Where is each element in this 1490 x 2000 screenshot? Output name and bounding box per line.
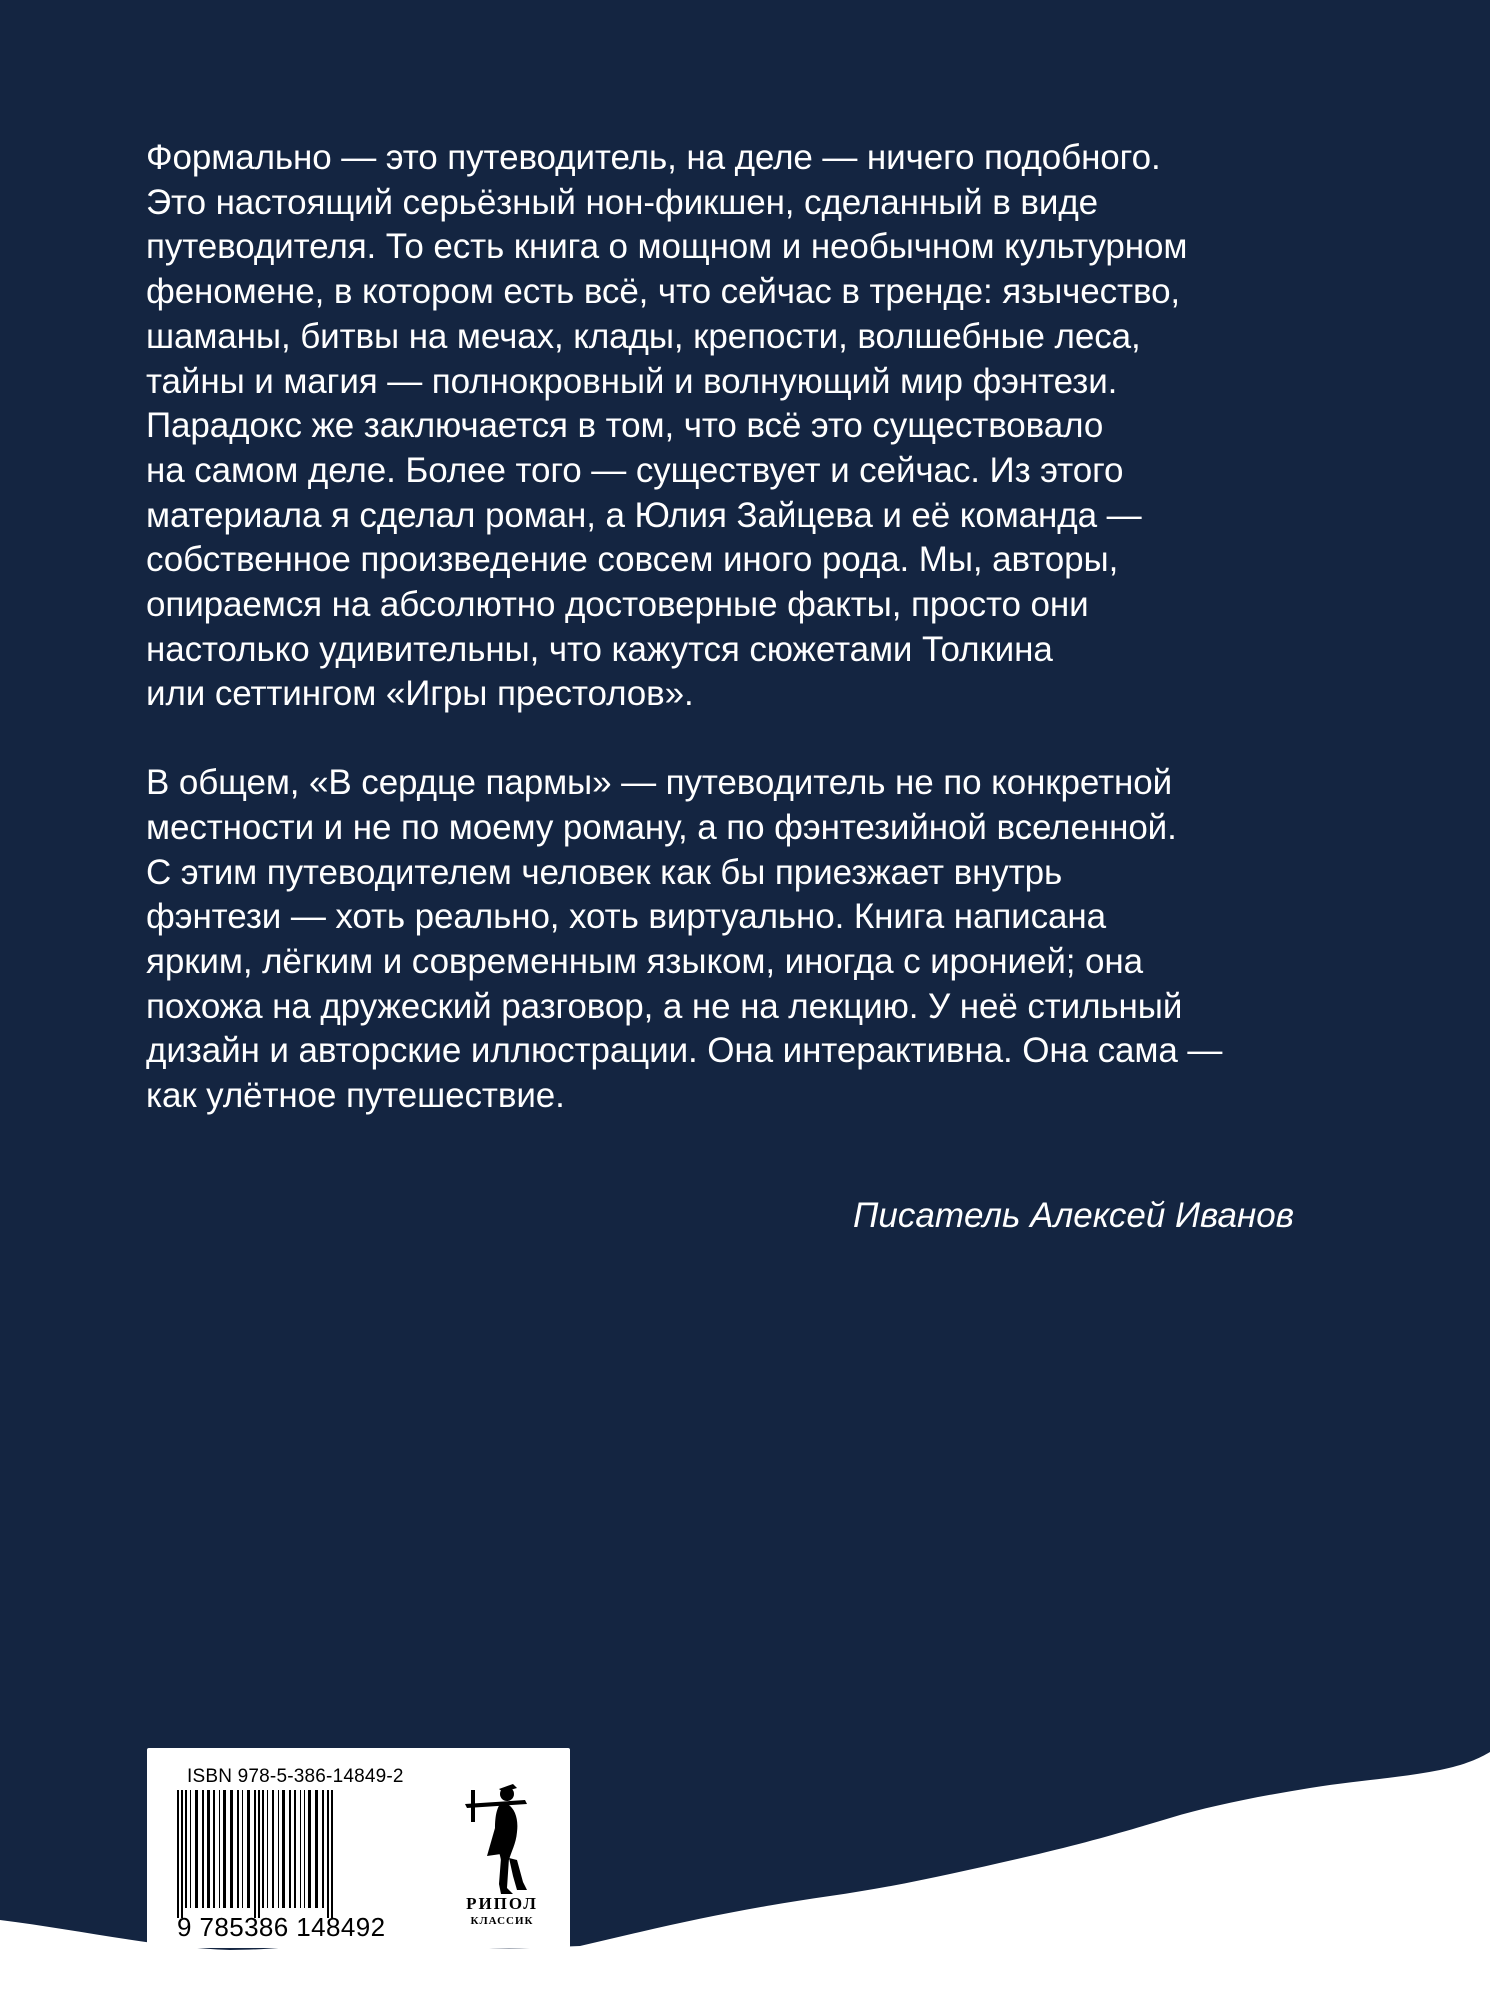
barcode-bar — [289, 1790, 291, 1908]
ean-digits: 9 785386 148492 — [177, 1912, 386, 1942]
barcode-bar — [190, 1790, 191, 1908]
barcode-bar — [294, 1790, 296, 1908]
barcode-label — [147, 1748, 570, 1948]
text-line: Формально — это путеводитель, на деле — ничего подобного. — [146, 138, 1161, 177]
author-signature: Писатель Алексей Иванов — [853, 1196, 1294, 1235]
barcode-bar — [237, 1790, 239, 1908]
barcode-bar — [262, 1790, 264, 1908]
barcode-bars — [171, 1790, 431, 1918]
text-line: дизайн и авторские иллюстрации. Она интерактивна. Она сама — — [146, 1031, 1223, 1071]
barcode-bar — [258, 1790, 260, 1918]
barcode-bar — [181, 1790, 183, 1918]
barcode-bar — [247, 1790, 250, 1908]
barcode-bar — [177, 1790, 179, 1918]
barcode-bar — [213, 1790, 215, 1908]
barcode-bar — [185, 1790, 187, 1908]
barcode-bar — [300, 1790, 301, 1908]
barcode-bar — [207, 1790, 210, 1908]
barcode-bar — [267, 1790, 268, 1908]
publisher-name: РИПОЛ — [466, 1894, 538, 1913]
text-line: как улётное путешествие. — [146, 1076, 565, 1116]
text-line: ярким, лёгким и современным языком, иногда с иронией; она — [146, 941, 1143, 981]
publisher-subtitle: КЛАССИК — [470, 1915, 534, 1927]
barcode-bar — [254, 1790, 256, 1918]
text-line: настолько удивительны, что кажутся сюжетами Толкина — [146, 629, 1053, 669]
text-line: В общем, «В сердце пармы» — путеводитель не по конкретной — [146, 763, 1173, 803]
barcode-bar — [304, 1790, 305, 1908]
text-line: тайны и магия — полнокровный и волнующий мир фэнтези. — [146, 361, 1118, 401]
text-line: собственное произведение совсем иного рода. Мы, авторы, — [146, 540, 1119, 580]
text-line: Это настоящий серьёзный нон-фикшен, сделанный в виде — [146, 182, 1099, 222]
barcode-bar — [331, 1790, 333, 1918]
barcode-bar — [278, 1790, 279, 1908]
text-line: или сеттингом «Игры престолов». — [146, 674, 694, 714]
barcode-bar — [219, 1790, 220, 1908]
barcode-bar — [327, 1790, 329, 1918]
barcode-bar — [195, 1790, 198, 1908]
barcode-bar — [272, 1790, 274, 1908]
barcode-bar — [282, 1790, 285, 1908]
text-line: феномене, в котором есть всё, что сейчас в тренде: язычество, — [146, 272, 1181, 312]
barcode-bar — [308, 1790, 311, 1908]
barcode-bar — [202, 1790, 204, 1908]
text-line: похожа на дружеский разговор, а не на лекцию. У неё стильный — [146, 986, 1183, 1026]
text-line: местности и не по моему роману, а по фэнтезийной вселенной. — [146, 807, 1177, 847]
text-line: шаманы, битвы на мечах, клады, крепости, волшебные леса, — [146, 316, 1141, 356]
text-line: фэнтези — хоть реально, хоть виртуально. Книга написана — [146, 897, 1106, 937]
isbn-number: ISBN 978-5-386-14849-2 — [187, 1766, 404, 1787]
text-line: опираемся на абсолютно достоверные факты, просто они — [146, 585, 1089, 625]
barcode-bar — [223, 1790, 226, 1908]
text-line: С этим путеводителем человек как бы приезжает внутрь — [146, 852, 1063, 892]
barcode-bar — [230, 1790, 233, 1908]
barcode-bar — [242, 1790, 243, 1908]
text-line: на самом деле. Более того — существует и сейчас. Из этого — [146, 450, 1124, 490]
text-line: материала я сделал роман, а Юлия Зайцева и её команда — — [146, 495, 1142, 535]
text-line: Парадокс же заключается в том, что всё это существовало — [146, 406, 1104, 446]
text-line: путеводителя. То есть книга о мощном и необычном культурном — [146, 227, 1188, 267]
barcode-bar — [322, 1790, 324, 1908]
barcode-bar — [315, 1790, 318, 1908]
